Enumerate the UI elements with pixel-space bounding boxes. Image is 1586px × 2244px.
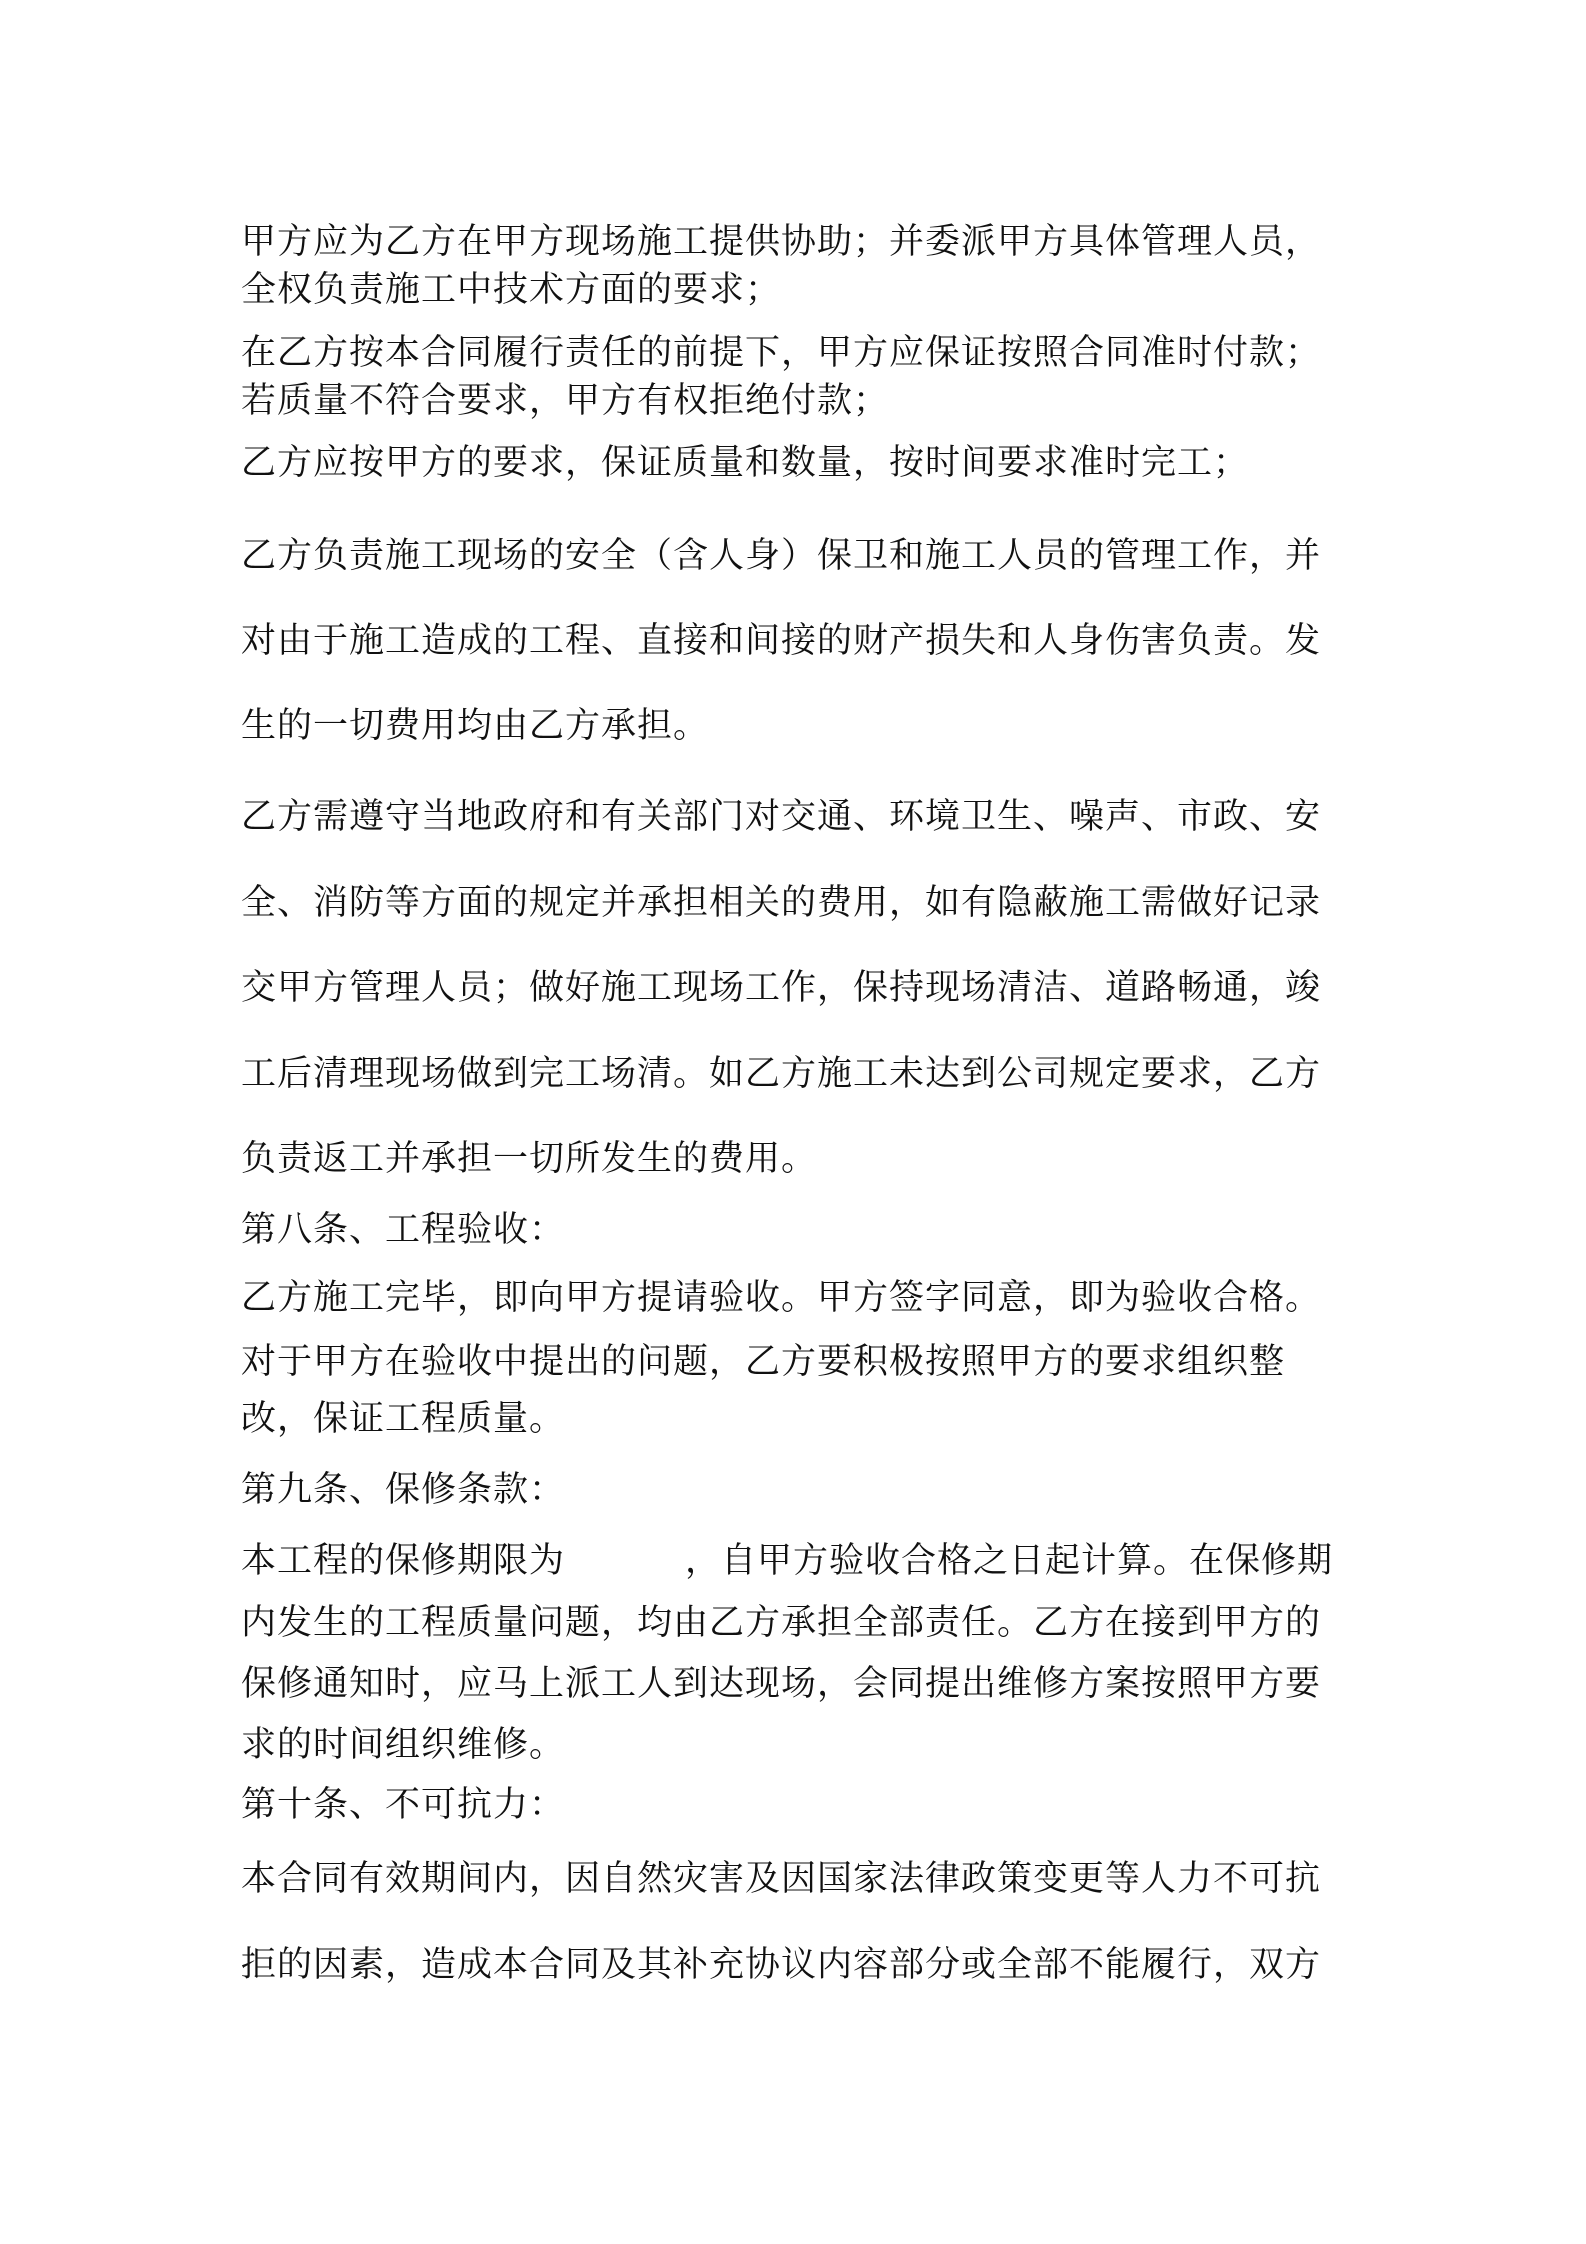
text-line: 拒的因素，造成本合同及其补充协议内容部分或全部不能履行，双方 [241,1945,1322,1985]
text-line: 本合同有效期间内，因自然灾害及因国家法律政策变更等人力不可抗 [241,1859,1322,1899]
warranty-line-after-blank: ，自甲方验收合格之日起计算。在保修期 [685,1541,1334,1581]
text-line: 乙方施工完毕，即向甲方提请验收。甲方签字同意，即为验收合格。 [241,1278,1322,1318]
text-line: 负责返工并承担一切所发生的费用。 [241,1139,818,1179]
text-line: 乙方负责施工现场的安全（含人身）保卫和施工人员的管理工作，并 [241,536,1322,576]
text-line: 若质量不符合要求，甲方有权拒绝付款； [241,381,890,421]
text-line: 乙方需遵守当地政府和有关部门对交通、环境卫生、噪声、市政、安 [241,797,1322,837]
text-line: 内发生的工程质量问题，均由乙方承担全部责任。乙方在接到甲方的 [241,1603,1322,1643]
text-line: 全权负责施工中技术方面的要求； [241,270,782,310]
text-line: 保修通知时，应马上派工人到达现场，会同提出维修方案按照甲方要 [241,1664,1322,1704]
text-line: 改，保证工程质量。 [241,1399,566,1439]
text-line: 对由于施工造成的工程、直接和间接的财产损失和人身伤害负责。发 [241,621,1322,661]
text-line: 在乙方按本合同履行责任的前提下，甲方应保证按照合同准时付款； [241,333,1322,373]
text-line: 求的时间组织维修。 [241,1725,566,1765]
text-line: 甲方应为乙方在甲方现场施工提供协助；并委派甲方具体管理人员， [241,222,1322,262]
text-line: 第十条、不可抗力： [241,1785,566,1825]
warranty-period-line [241,1529,1333,1593]
text-line: 生的一切费用均由乙方承担。 [241,706,710,746]
text-line: 乙方应按甲方的要求，保证质量和数量，按时间要求准时完工； [241,443,1250,483]
warranty-line-before-blank: 本工程的保修期限为 [241,1541,566,1581]
text-line: 工后清理现场做到完工场清。如乙方施工未达到公司规定要求，乙方 [241,1054,1322,1094]
text-line: 全、消防等方面的规定并承担相关的费用，如有隐蔽施工需做好记录 [241,883,1322,923]
text-line: 对于甲方在验收中提出的问题，乙方要积极按照甲方的要求组织整 [241,1342,1286,1382]
text-line: 第八条、工程验收： [241,1210,566,1250]
text-line: 第九条、保修条款： [241,1470,566,1510]
text-line: 交甲方管理人员；做好施工现场工作，保持现场清洁、道路畅通，竣 [241,968,1322,1008]
